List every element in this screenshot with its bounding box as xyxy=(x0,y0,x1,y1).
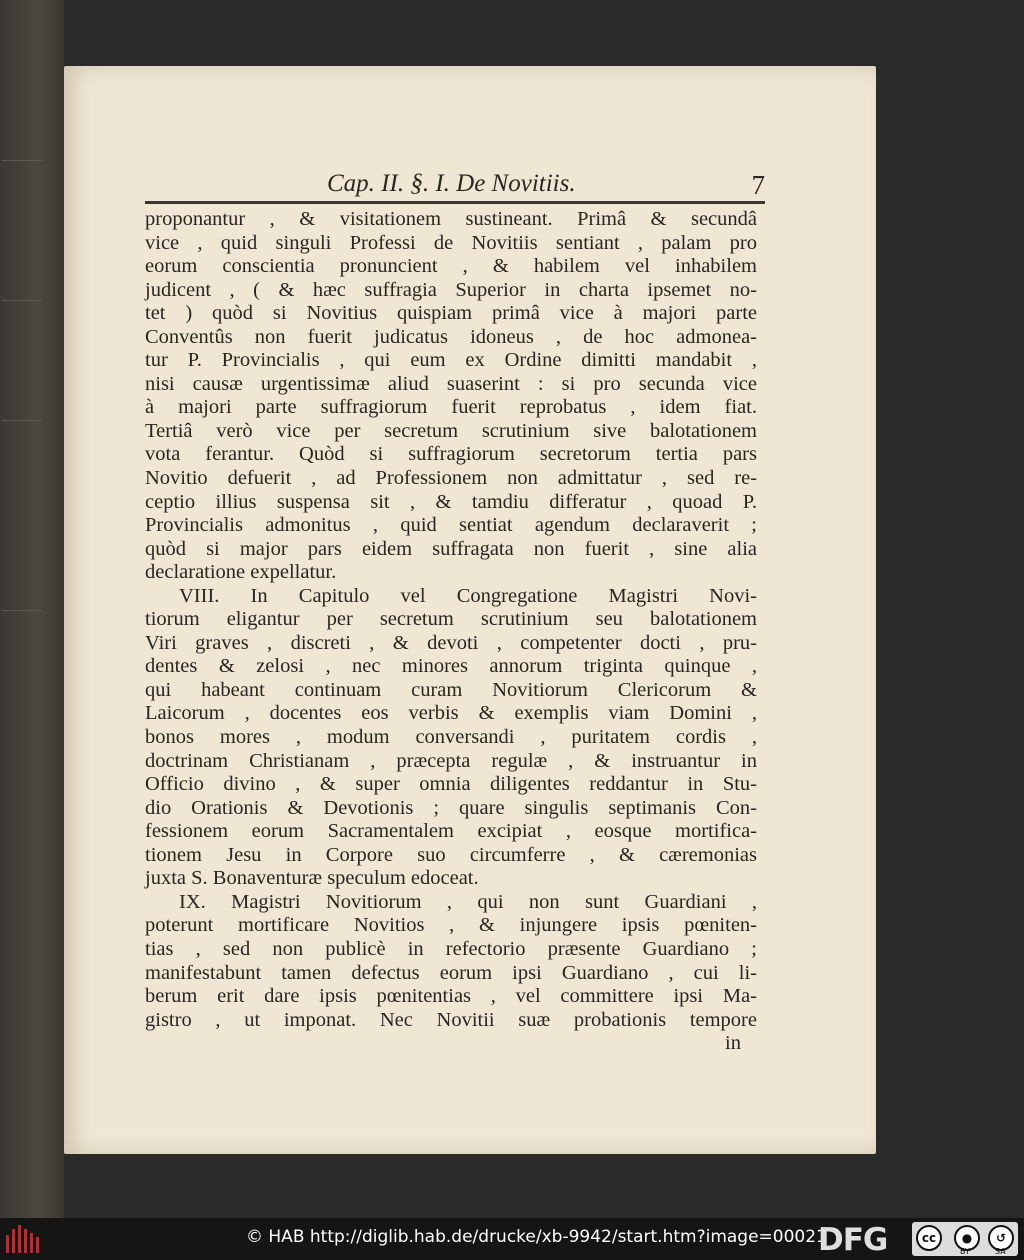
text-line: Laicorum , docentes eos verbis & exemplis viam Domini , xyxy=(145,702,757,725)
text-line: à majori parte suffragiorum fuerit reprobatus , idem fiat. xyxy=(145,396,757,419)
text-line: juxta S. Bonaventuræ speculum edoceat. xyxy=(145,867,479,890)
text-line: quòd si major pars eidem suffragata non fuerit , sine alia xyxy=(145,537,757,560)
dfg-logo: DFG xyxy=(818,1222,888,1258)
text-line: bonos mores , modum conversandi , puritatem cordis , xyxy=(145,726,757,749)
text-line: tias , sed non publicè in refectorio præsente Guardiano ; xyxy=(145,937,757,960)
page-body-text xyxy=(145,208,757,1056)
text-line: judicent , ( & hæc suffragia Superior in charta ipsemet no- xyxy=(145,278,757,301)
running-head: Cap. II. §. I. De Novitiis. xyxy=(327,170,576,197)
text-line: poterunt mortificare Novitios , & injungere ipsis pœniten- xyxy=(145,914,757,937)
license-by-label: BY xyxy=(960,1247,970,1256)
page-header xyxy=(145,170,765,200)
text-line: tiorum eligantur per secretum scrutinium seu balotationem xyxy=(145,608,757,631)
text-line: dio Orationis & Devotionis ; quare singulis septimanis Con- xyxy=(145,796,757,819)
license-sa-label: SA xyxy=(995,1247,1006,1256)
text-line: IX. Magistri Novitiorum , qui non sunt Guardiani , xyxy=(179,890,757,913)
adjacent-page-edge xyxy=(0,0,64,1218)
text-line: vota ferantur. Quòd si suffragiorum secretorum tertia pars xyxy=(145,443,757,466)
hab-logo-icon xyxy=(6,1225,40,1253)
catchword: in xyxy=(725,1032,741,1055)
text-line: nisi causæ urgentissimæ aliud suaserint : si pro secunda vice xyxy=(145,372,757,395)
text-line: doctrinam Christianam , præcepta regulæ , & instruantur in xyxy=(145,749,757,772)
text-line: proponantur , & visitationem sustineant. Primâ & secundâ xyxy=(145,208,757,230)
text-line: Tertiâ verò vice per secretum scrutinium sive balotationem xyxy=(145,419,757,442)
viewer-footer xyxy=(0,1218,1024,1260)
text-line: gistro , ut imponat. Nec Novitii suæ probationis tempore xyxy=(145,1008,757,1031)
license-badge[interactable] xyxy=(912,1222,1018,1256)
source-link[interactable]: © HAB http://diglib.hab.de/drucke/xb-9942/start.htm?image=00021 xyxy=(246,1227,827,1247)
text-line: berum erit dare ipsis pœnitentias , vel committere ipsi Ma- xyxy=(145,985,757,1008)
header-rule xyxy=(145,201,765,204)
text-line: tet ) quòd si Novitius quispiam primâ vice à majori parte xyxy=(145,302,757,325)
page-number: 7 xyxy=(751,170,765,200)
text-line: tur P. Provincialis , qui eum ex Ordine dimitti mandabit , xyxy=(145,349,757,372)
text-line: ceptio illius suspensa sit , & tamdiu differatur , quoad P. xyxy=(145,490,757,513)
cc-icon: cc xyxy=(916,1225,942,1251)
text-line: Officio divino , & super omnia diligentes reddantur in Stu- xyxy=(145,773,757,796)
text-line: declaratione expellatur. xyxy=(145,561,337,584)
text-line: fessionem eorum Sacramentalem excipiat , eosque mortifica- xyxy=(145,820,757,843)
text-line: Novitio defuerit , ad Professionem non admittatur , sed re- xyxy=(145,467,757,490)
text-line: eorum conscientia pronuncient , & habilem vel inhabilem xyxy=(145,255,757,278)
text-line: qui habeant continuam curam Novitiorum Clericorum & xyxy=(145,678,757,701)
text-line: Viri graves , discreti , & devoti , competenter docti , pru- xyxy=(145,631,757,654)
text-line: tionem Jesu in Corpore suo circumferre , & cæremonias xyxy=(145,843,757,866)
text-line: Conventûs non fuerit judicatus idoneus , de hoc admonea- xyxy=(145,325,757,348)
text-line: dentes & zelosi , nec minores annorum triginta quinque , xyxy=(145,655,757,678)
text-line: VIII. In Capitulo vel Congregatione Magistri Novi- xyxy=(179,584,757,607)
text-line: manifestabunt tamen defectus eorum ipsi Guardiano , cui li- xyxy=(145,961,757,984)
sa-icon: ↺ xyxy=(988,1225,1014,1251)
text-line: vice , quid singuli Professi de Novitiis sentiant , palam pro xyxy=(145,231,757,254)
text-line: Provincialis admonitus , quid sentiat agendum declaraverit ; xyxy=(145,514,757,537)
by-icon: ● xyxy=(954,1225,980,1251)
